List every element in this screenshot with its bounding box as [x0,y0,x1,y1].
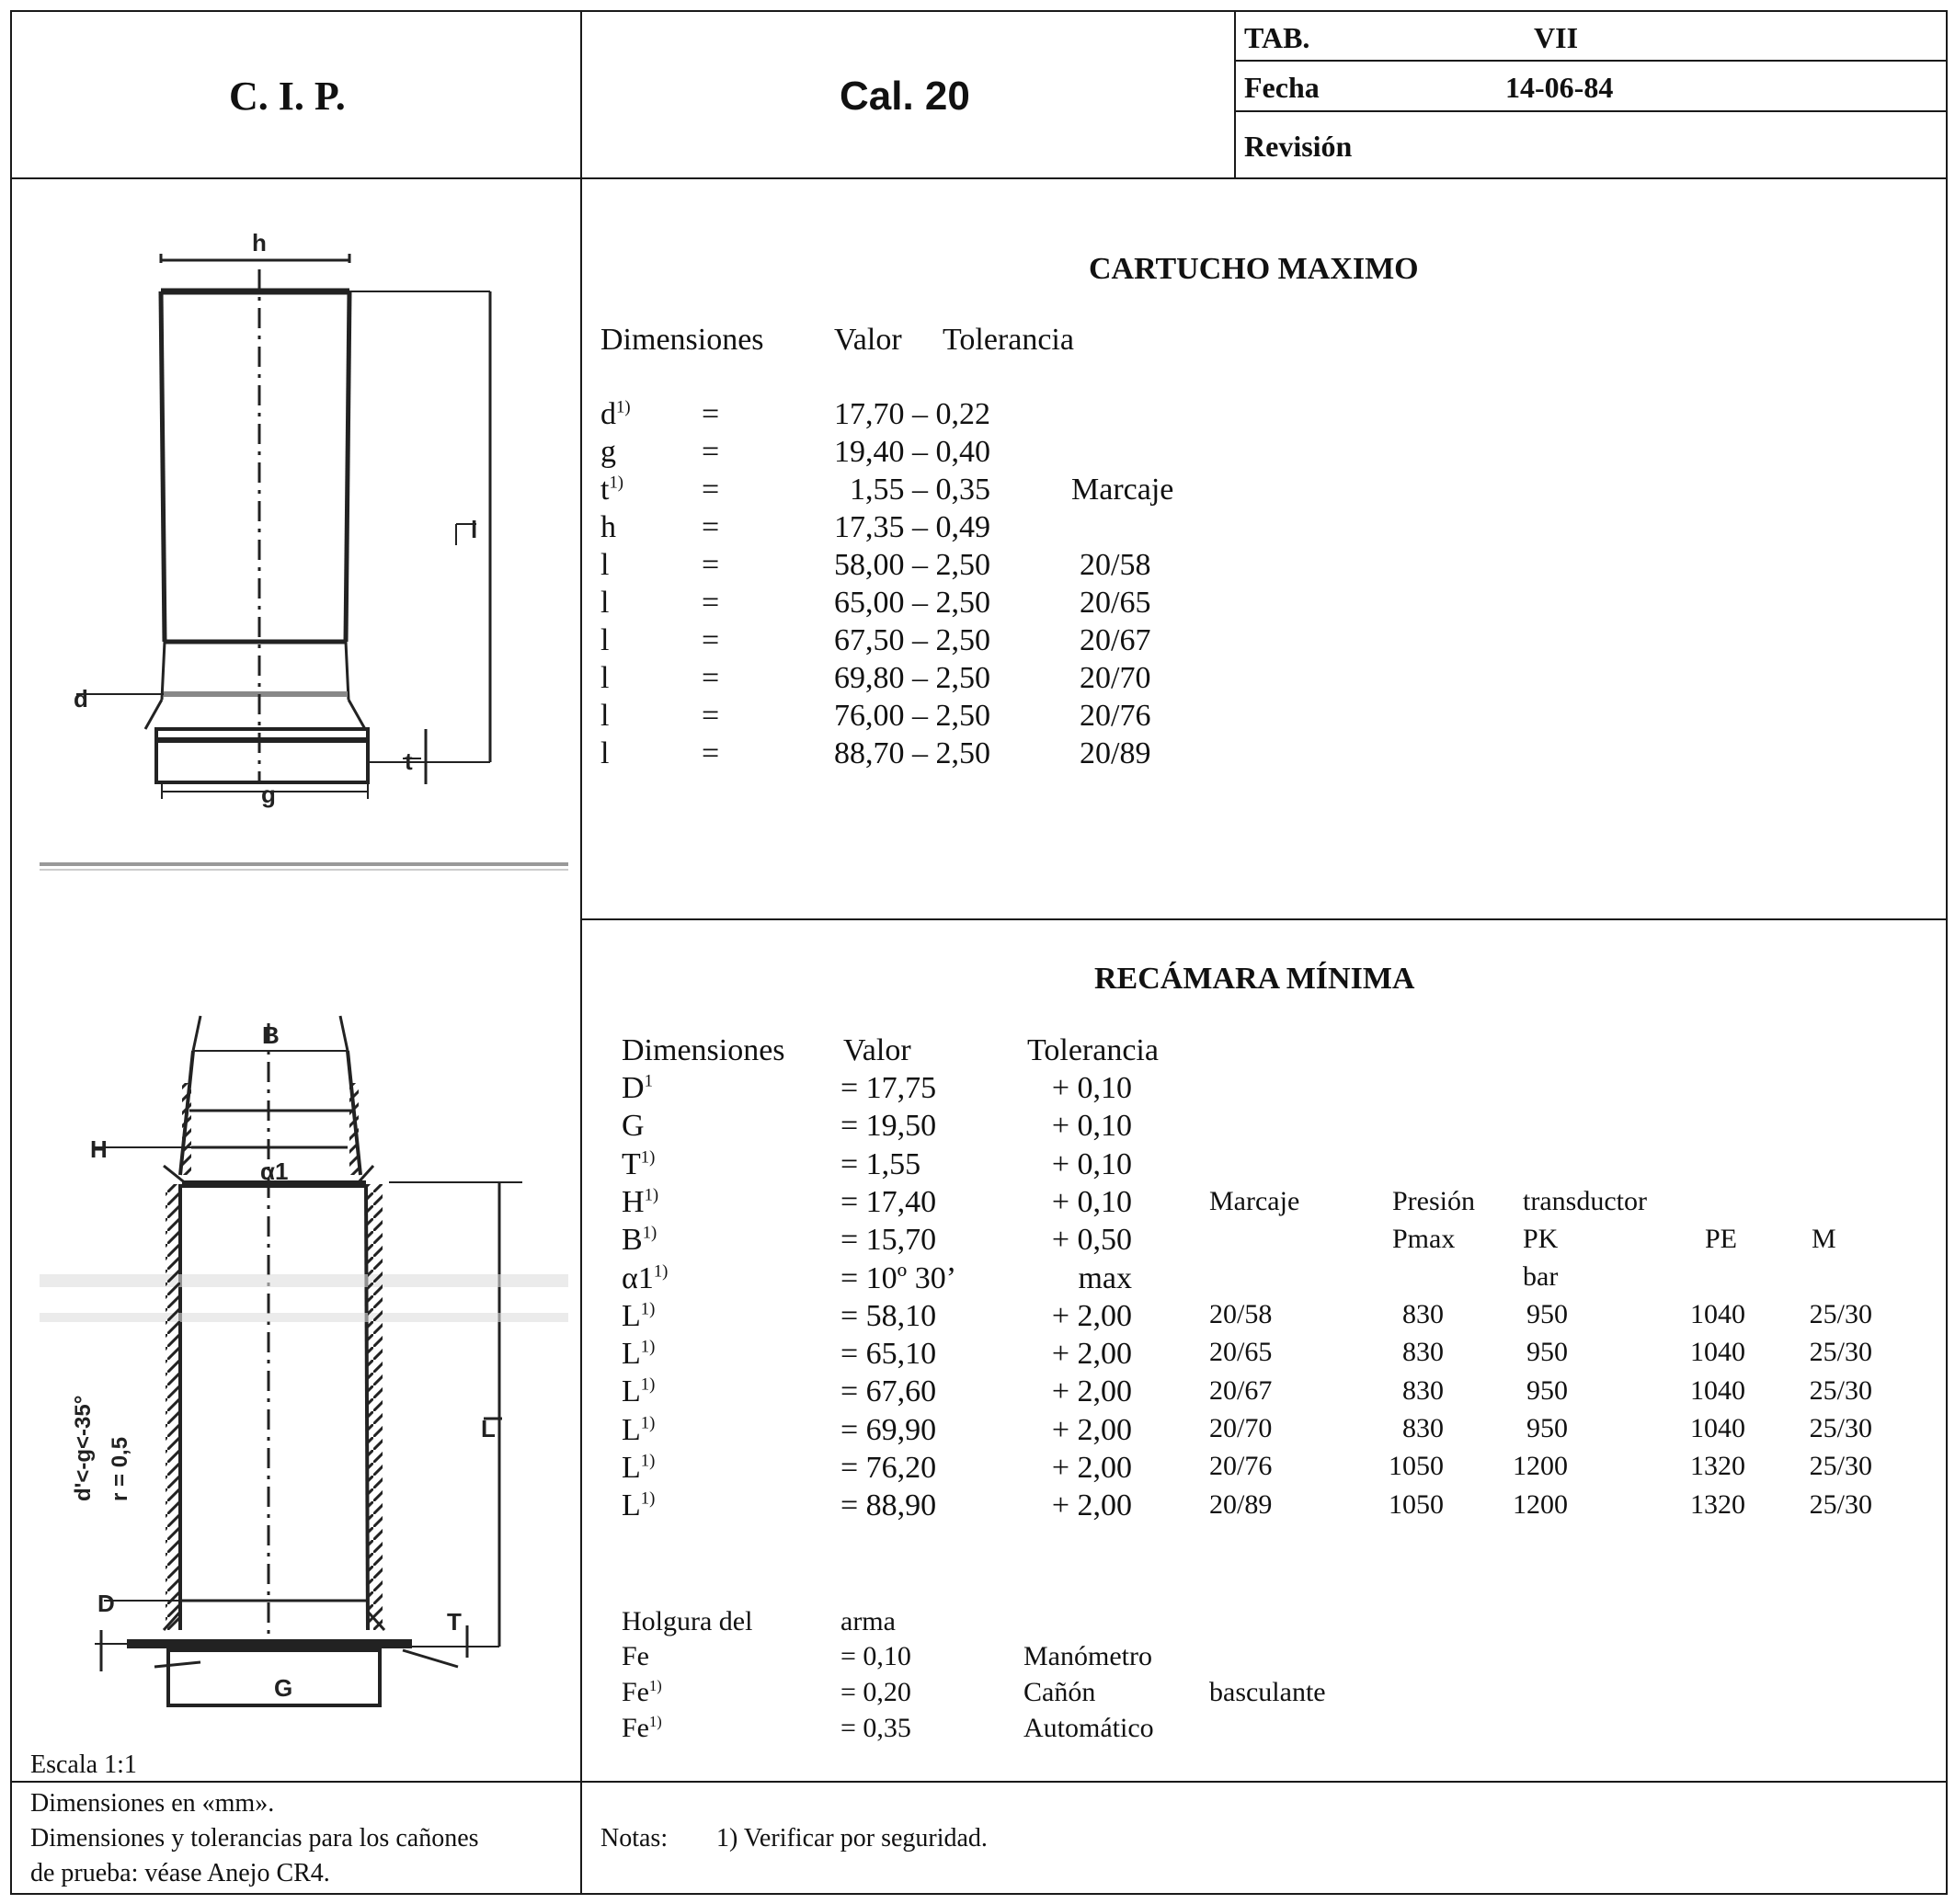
dim-label-h: h [252,229,267,257]
recamara-row-symbol [622,1111,645,1142]
holgura-arma-label: arma [840,1606,896,1636]
cartucho-row-value: 76,00 – 2,50 [834,699,990,733]
cartucho-row-symbol [600,701,609,732]
recamara-row-symbol-symbol: T [622,1146,641,1181]
recamara-row-value: = 17,75 [840,1071,937,1105]
recamara-row-value: = 17,40 [840,1184,937,1219]
cartucho-header-valor: Valor [834,323,902,357]
recamara-row-value: = 15,70 [840,1223,937,1258]
cartucho-row-value: 17,35 – 0,49 [834,510,990,544]
cartucho-row-marcaje: 20/58 [1080,548,1151,582]
cartucho-row-symbol [600,625,609,656]
recamara-row-symbol-footnote-mark: 1 [644,1071,653,1091]
pressure-row-pe: 1040 [1690,1337,1745,1368]
pressure-row-marcaje: 20/70 [1209,1412,1273,1443]
holgura-label: Holgura del [622,1606,753,1636]
cartucho-row-marcaje: 20/67 [1080,623,1151,657]
dim-label-B: B [262,1021,280,1049]
pressure-row-pmax: 1050 [1389,1488,1444,1520]
sections-divider [580,918,1948,920]
footer-tolerances: Dimensiones y tolerancias para los cañones [30,1824,479,1853]
recamara-row-symbol [622,1146,656,1181]
recamara-row-symbol [622,1073,653,1104]
org-title: C. I. P. [229,74,346,119]
recamara-row-value: = 67,60 [840,1374,937,1409]
pressure-header-bar: bar [1523,1261,1559,1292]
cartucho-header-dimensiones: Dimensiones [600,323,764,357]
tab-row-divider [1234,60,1948,62]
cartucho-row-symbol-symbol: h [600,510,616,544]
recamara-row-symbol-symbol: H [622,1184,645,1219]
cartucho-row-marcaje: Marcaje [1071,473,1174,507]
pressure-row-m: 25/30 [1809,1412,1872,1443]
recamara-header-tolerancia: Tolerancia [1027,1033,1159,1067]
cartucho-row-eq: = [702,473,720,507]
cartucho-row-symbol-symbol: d [600,397,616,431]
recamara-row-symbol-footnote-mark: 1) [642,1223,657,1243]
cartridge-drawing [26,214,568,913]
holgura-row-symbol-footnote-mark: 1) [649,1713,662,1730]
cartucho-row-symbol-footnote-mark: 1) [609,473,624,493]
pressure-row-pk: 1200 [1513,1451,1568,1482]
dim-label-alpha: α1 [260,1157,289,1185]
dim-label-G: G [274,1674,293,1702]
cartucho-row-eq: = [702,397,720,431]
angle-note: d'<-g<-35° [71,1395,96,1501]
cartucho-row-symbol-symbol: l [600,623,610,657]
cartucho-title: CARTUCHO MAXIMO [1089,252,1419,286]
recamara-row-symbol-symbol: L [622,1451,641,1485]
cartucho-row-symbol [600,550,609,581]
holgura-row-symbol [622,1679,662,1706]
dim-label-d: d [74,685,88,713]
holgura-row-desc: Cañón [1023,1677,1096,1707]
recamara-row-symbol [622,1260,669,1295]
cartucho-row-eq: = [702,586,720,620]
notas-label: Notas: [600,1824,669,1853]
cartucho-row-marcaje: 20/89 [1080,736,1151,770]
pressure-row-pe: 1320 [1690,1488,1745,1520]
holgura-row-desc: Manómetro [1023,1641,1152,1671]
recamara-row-tolerance: + 2,00 [1051,1412,1132,1447]
recamara-row-symbol [622,1225,657,1256]
recamara-row-tolerance: + 2,00 [1051,1374,1132,1409]
footer-divider [12,1781,1948,1783]
cartucho-row-symbol-symbol: l [600,736,610,770]
holgura-row-symbol [622,1715,662,1742]
holgura-row-value: = 0,20 [840,1677,911,1707]
recamara-row-symbol-symbol: L [622,1412,641,1447]
recamara-row-symbol-footnote-mark: 1) [640,1451,656,1471]
pressure-row-marcaje: 20/76 [1209,1451,1273,1482]
recamara-row-value: = 1,55 [840,1146,921,1181]
cartucho-row-value: 1,55 – 0,35 [850,473,990,507]
pressure-row-m: 25/30 [1809,1488,1872,1520]
pressure-row-pe: 1040 [1690,1299,1745,1329]
recamara-row-symbol [622,1184,659,1219]
recamara-row-tolerance: + 2,00 [1051,1451,1132,1485]
pressure-header-pe: PE [1705,1224,1738,1254]
recamara-row-tolerance: + 2,00 [1051,1337,1132,1372]
footer-units: Dimensiones en «mm». [30,1789,275,1818]
cartucho-row-eq: = [702,510,720,544]
pressure-header-presion: Presión [1392,1186,1475,1216]
holgura-row-extra: basculante [1209,1677,1326,1707]
recamara-row-symbol-footnote-mark: 1) [640,1337,656,1357]
cartucho-row-value: 58,00 – 2,50 [834,548,990,582]
cartucho-row-value: 17,70 – 0,22 [834,397,990,431]
recamara-row-symbol-footnote-mark: 1) [644,1185,659,1205]
dim-label-t: t [405,747,413,775]
recamara-row-tolerance: max [1078,1260,1132,1295]
recamara-row-tolerance: + 0,10 [1051,1109,1132,1144]
pressure-row-pmax: 830 [1402,1337,1444,1368]
holgura-row-symbol [622,1643,649,1670]
fecha-row-divider [1234,110,1948,112]
cartucho-row-symbol [600,587,609,619]
tab-value: VII [1534,21,1579,54]
holgura-row-symbol-footnote-mark: 1) [649,1677,662,1694]
cartucho-row-marcaje: 20/70 [1080,661,1151,695]
recamara-row-symbol-symbol: α1 [622,1260,654,1295]
cartucho-row-symbol-symbol: l [600,699,610,733]
revision-label: Revisión [1244,130,1353,163]
recamara-row-symbol-symbol: B [622,1223,643,1258]
pressure-row-m: 25/30 [1809,1337,1872,1368]
chamber-drawing [26,986,568,1722]
recamara-row-symbol-footnote-mark: 1) [640,1299,656,1319]
cartucho-row-eq: = [702,736,720,770]
pressure-header-marcaje: Marcaje [1209,1186,1300,1216]
dim-label-g: g [261,781,276,808]
recamara-row-value: = 58,10 [840,1298,937,1333]
header-divider [12,177,1948,179]
recamara-row-value: = 76,20 [840,1451,937,1485]
cartucho-row-value: 69,80 – 2,50 [834,661,990,695]
recamara-row-symbol-symbol: L [622,1337,641,1372]
cartucho-row-symbol-symbol: l [600,586,610,620]
dim-label-l: l [471,516,478,543]
cartucho-row-symbol [600,399,631,430]
pressure-row-pmax: 1050 [1389,1451,1444,1482]
recamara-row-tolerance: + 2,00 [1051,1298,1132,1333]
pressure-row-pk: 950 [1526,1374,1568,1406]
cartucho-row-symbol-symbol: g [600,435,616,469]
recamara-row-symbol [622,1453,655,1484]
recamara-row-tolerance: + 0,10 [1051,1071,1132,1105]
recamara-row-value: = 65,10 [840,1337,937,1372]
recamara-row-symbol-symbol: L [622,1374,641,1409]
recamara-row-symbol-footnote-mark: 1) [653,1261,669,1282]
pressure-row-marcaje: 20/58 [1209,1299,1273,1329]
cartucho-row-eq: = [702,661,720,695]
pressure-header-pmax: Pmax [1392,1224,1456,1254]
cartucho-row-symbol [600,437,616,468]
recamara-row-tolerance: + 0,10 [1051,1184,1132,1219]
pressure-row-m: 25/30 [1809,1299,1872,1329]
notas-text: 1) Verificar por seguridad. [716,1824,988,1853]
caliber-title: Cal. 20 [840,74,970,119]
holgura-row-symbol-symbol: Fe [622,1677,649,1707]
radius-note: r = 0,5 [108,1436,132,1501]
recamara-row-symbol [622,1490,655,1522]
escala-label: Escala 1:1 [30,1750,137,1779]
recamara-row-symbol-symbol: L [622,1298,641,1333]
recamara-row-value: = 69,90 [840,1412,937,1447]
recamara-row-symbol-symbol: D [622,1071,645,1105]
cartucho-header-tolerancia: Tolerancia [943,323,1074,357]
cartucho-row-eq: = [702,435,720,469]
pressure-row-pmax: 830 [1402,1374,1444,1406]
tab-label: TAB. [1244,21,1310,54]
header-right-divider [1234,12,1236,178]
recamara-row-tolerance: + 0,50 [1051,1223,1132,1258]
recamara-row-symbol-footnote-mark: 1) [640,1147,656,1168]
cartucho-row-eq: = [702,548,720,582]
recamara-row-value: = 10º 30’ [840,1260,957,1295]
pressure-row-pe: 1040 [1690,1412,1745,1443]
pressure-row-pk: 950 [1526,1412,1568,1443]
cartucho-row-value: 88,70 – 2,50 [834,736,990,770]
recamara-row-symbol-symbol: L [622,1488,641,1523]
pressure-header-transductor: transductor [1523,1186,1647,1216]
cartucho-row-eq: = [702,699,720,733]
pressure-row-m: 25/30 [1809,1451,1872,1482]
cartucho-row-symbol-symbol: l [600,661,610,695]
recamara-title: RECÁMARA MÍNIMA [1094,962,1415,996]
cartucho-row-symbol-symbol: t [600,473,610,507]
pressure-row-pe: 1320 [1690,1451,1745,1482]
recamara-row-value: = 88,90 [840,1488,937,1523]
recamara-row-value: = 19,50 [840,1109,937,1144]
pressure-row-marcaje: 20/65 [1209,1337,1273,1368]
recamara-row-symbol [622,1412,656,1447]
cartucho-row-symbol [600,474,623,506]
cartucho-row-symbol [600,512,616,543]
recamara-row-symbol [622,1298,656,1333]
holgura-row-value: = 0,35 [840,1713,911,1743]
holgura-row-value: = 0,10 [840,1641,911,1671]
recamara-row-tolerance: + 0,10 [1051,1146,1132,1181]
pressure-row-pmax: 830 [1402,1412,1444,1443]
cartucho-row-symbol [600,663,609,694]
recamara-header-valor: Valor [843,1033,911,1067]
recamara-row-symbol-footnote-mark: 1) [640,1488,656,1509]
recamara-row-symbol-footnote-mark: 1) [640,1375,656,1396]
recamara-row-symbol-symbol: G [622,1109,645,1144]
footer-tolerances-ref: de prueba: véase Anejo CR4. [30,1859,330,1887]
cartucho-row-value: 65,00 – 2,50 [834,586,990,620]
pressure-row-pk: 1200 [1513,1488,1568,1520]
pressure-row-marcaje: 20/67 [1209,1374,1273,1406]
cartucho-row-value: 67,50 – 2,50 [834,623,990,657]
recamara-row-symbol [622,1376,655,1408]
pressure-row-pmax: 830 [1402,1299,1444,1329]
holgura-row-symbol-symbol: Fe [622,1713,649,1743]
pressure-row-pk: 950 [1526,1299,1568,1329]
spec-sheet [10,10,1948,1895]
cartucho-row-eq: = [702,623,720,657]
dim-label-T: T [447,1608,462,1636]
cartucho-row-value: 19,40 – 0,40 [834,435,990,469]
fecha-label: Fecha [1244,71,1320,104]
cartucho-row-symbol [600,738,609,770]
pressure-header-pk: PK [1523,1224,1559,1254]
recamara-header-dimensiones: Dimensiones [622,1033,785,1067]
recamara-row-tolerance: + 2,00 [1051,1488,1132,1523]
cartucho-row-marcaje: 20/76 [1080,699,1151,733]
cartucho-row-marcaje: 20/65 [1080,586,1151,620]
pressure-row-marcaje: 20/89 [1209,1488,1273,1520]
dim-label-D: D [97,1590,115,1617]
cartucho-row-symbol-symbol: l [600,548,610,582]
dim-label-H: H [90,1135,108,1163]
recamara-row-symbol-footnote-mark: 1) [640,1413,656,1433]
pressure-header-m: M [1812,1224,1836,1254]
pressure-row-pe: 1040 [1690,1374,1745,1406]
fecha-value: 14-06-84 [1505,71,1614,104]
cartucho-row-symbol-footnote-mark: 1) [616,397,631,417]
pressure-row-pk: 950 [1526,1337,1568,1368]
pressure-row-m: 25/30 [1809,1374,1872,1406]
dim-label-L: L [481,1415,496,1442]
recamara-row-symbol [622,1339,655,1370]
holgura-row-desc: Automático [1023,1713,1154,1743]
left-column-divider [580,12,582,1893]
holgura-row-symbol-symbol: Fe [622,1641,649,1671]
